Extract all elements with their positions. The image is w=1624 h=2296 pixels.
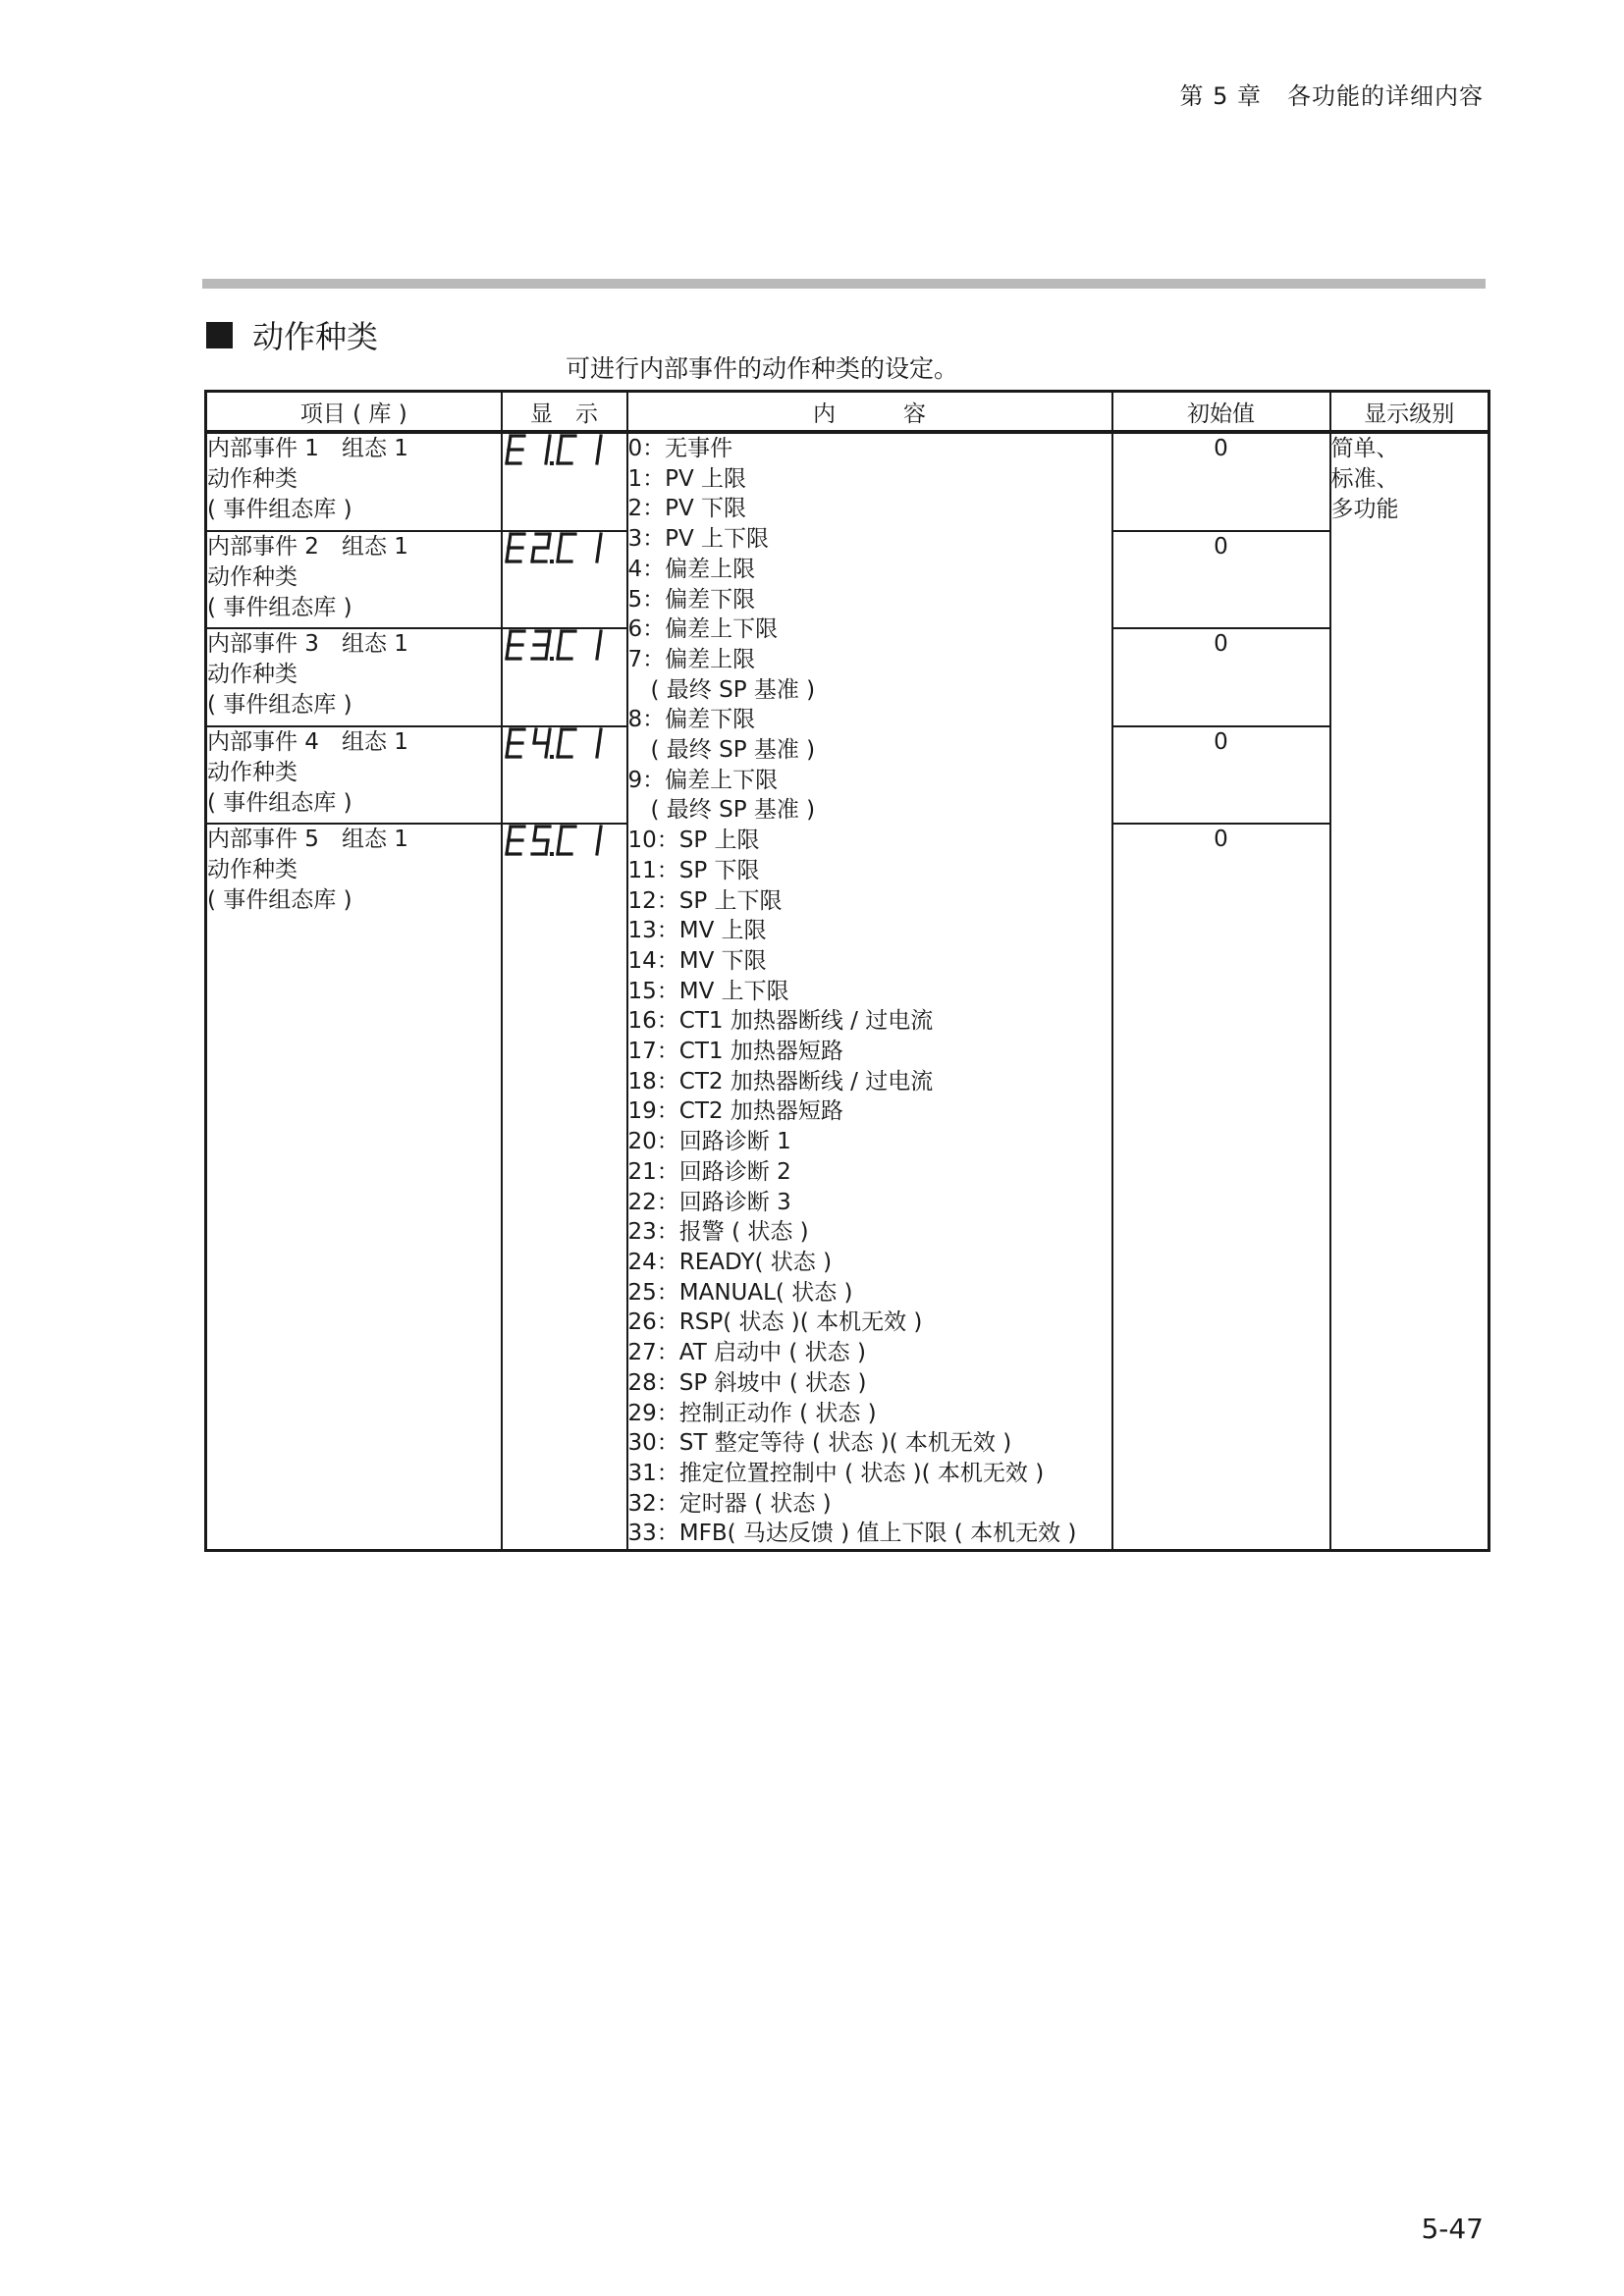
initial-value-cell: 0 [1112, 432, 1330, 531]
table-header-row [206, 392, 1489, 433]
option-item: 5：偏差下限 [627, 586, 756, 613]
item-line: ( 事件组态库 ) [207, 692, 352, 719]
option-item: 15：MV 上下限 [627, 978, 789, 1004]
option-item: 14：MV 下限 [627, 947, 767, 974]
section-title: 动作种类 [252, 318, 379, 355]
item-cell [206, 824, 502, 1550]
item-line: 动作种类 [207, 759, 298, 785]
chapter-title: 各功能的详细内容 [1287, 82, 1484, 110]
option-item: 13：MV 上限 [627, 918, 767, 944]
option-item: 31：推定位置控制中 ( 状态 )( 本机无效 ) [627, 1460, 1045, 1486]
item-line: 动作种类 [207, 857, 298, 883]
column-header-initial: 初始值 [1112, 392, 1330, 433]
square-bullet-icon [206, 322, 233, 348]
content-cell [627, 432, 1112, 1551]
initial-value-cell: 0 [1112, 628, 1330, 726]
item-cell [206, 432, 502, 531]
option-item: 3：PV 上下限 [627, 526, 770, 553]
option-item: 30：ST 整定等待 ( 状态 )( 本机无效 ) [627, 1430, 1012, 1457]
section-divider [202, 279, 1486, 289]
item-cell [206, 726, 502, 825]
item-line: 内部事件 2 组态 1 [207, 533, 408, 560]
option-item: 24：READY( 状态 ) [627, 1249, 833, 1275]
option-item: 1：PV 上限 [627, 465, 747, 492]
table-row [206, 432, 1489, 531]
option-item: 26：RSP( 状态 )( 本机无效 ) [627, 1309, 923, 1336]
item-line: 内部事件 1 组态 1 [207, 436, 408, 461]
option-item: 25：MANUAL( 状态 ) [627, 1279, 853, 1306]
option-item: 0：无事件 [627, 436, 733, 461]
display-cell [502, 432, 627, 531]
option-item: 12：SP 上下限 [627, 887, 783, 914]
item-line: ( 事件组态库 ) [207, 497, 352, 522]
option-item: 16：CT1 加热器断线 / 过电流 [627, 1008, 934, 1035]
item-line: 内部事件 4 组态 1 [207, 728, 408, 755]
option-item: 32：定时器 ( 状态 ) [627, 1490, 832, 1517]
display-cell [502, 628, 627, 726]
seven-seg-display [503, 825, 613, 860]
seven-seg-display [503, 532, 613, 567]
section-heading [206, 312, 378, 357]
option-item: ( 最终 SP 基准 ) [627, 797, 816, 824]
column-header-level: 显示级别 [1330, 392, 1489, 433]
initial-value-cell: 0 [1112, 726, 1330, 825]
item-line: 动作种类 [207, 563, 298, 590]
option-item: 11：SP 下限 [627, 857, 760, 883]
seven-seg-display [503, 629, 613, 665]
option-item: 33：MFB( 马达反馈 ) 值上下限 ( 本机无效 ) [627, 1521, 1077, 1547]
option-item: 28：SP 斜坡中 ( 状态 ) [627, 1369, 867, 1396]
chapter-label: 第 5 章 [1179, 82, 1262, 110]
item-line: 内部事件 3 组态 1 [207, 631, 408, 658]
option-item: ( 最终 SP 基准 ) [627, 676, 816, 703]
item-cell [206, 531, 502, 629]
item-line: ( 事件组态库 ) [207, 594, 352, 620]
display-level-item: 简单、 [1330, 436, 1399, 461]
option-list [628, 434, 1111, 1549]
section-intro: 可进行内部事件的动作种类的设定。 [566, 354, 959, 383]
option-item: 10：SP 上限 [627, 828, 760, 854]
display-cell [502, 824, 627, 1550]
item-cell [206, 628, 502, 726]
option-item: 2：PV 下限 [627, 496, 747, 522]
option-item: 9：偏差上下限 [627, 767, 779, 793]
spec-table [204, 390, 1490, 1552]
option-item: 17：CT1 加热器短路 [627, 1039, 843, 1065]
option-item: 4：偏差上限 [627, 556, 756, 582]
item-line: 内部事件 5 组态 1 [207, 827, 408, 853]
running-head [1179, 77, 1484, 111]
item-line: 动作种类 [207, 662, 298, 688]
option-item: 8：偏差下限 [627, 707, 756, 733]
option-item: 27：AT 启动中 ( 状态 ) [627, 1340, 866, 1366]
column-header-content: 内 容 [627, 392, 1112, 433]
display-level-cell [1330, 432, 1489, 1551]
item-line: ( 事件组态库 ) [207, 789, 352, 816]
option-item: 6：偏差上下限 [627, 616, 779, 643]
column-header-display: 显 示 [502, 392, 627, 433]
option-item: 22：回路诊断 3 [627, 1189, 791, 1215]
initial-value-cell: 0 [1112, 824, 1330, 1550]
display-cell [502, 531, 627, 629]
initial-value-cell: 0 [1112, 531, 1330, 629]
option-item: 19：CT2 加热器短路 [627, 1098, 843, 1125]
option-item: 20：回路诊断 1 [627, 1129, 791, 1155]
seven-seg-display [503, 727, 613, 763]
option-item: 21：回路诊断 2 [627, 1158, 791, 1185]
option-item: 18：CT2 加热器断线 / 过电流 [627, 1068, 934, 1095]
item-line: ( 事件组态库 ) [207, 887, 352, 914]
display-level-item: 多功能 [1330, 497, 1399, 522]
option-item: 23：报警 ( 状态 ) [627, 1219, 809, 1246]
seven-seg-display [503, 434, 613, 469]
display-cell [502, 726, 627, 825]
item-line: 动作种类 [207, 466, 298, 492]
option-item: 7：偏差上限 [627, 646, 756, 672]
column-header-item: 项目 ( 库 ) [206, 392, 502, 433]
option-item: ( 最终 SP 基准 ) [627, 737, 816, 764]
option-item: 29：控制正动作 ( 状态 ) [627, 1400, 877, 1426]
page-number: 5-47 [1421, 2213, 1484, 2245]
display-level-item: 标准、 [1330, 466, 1399, 492]
